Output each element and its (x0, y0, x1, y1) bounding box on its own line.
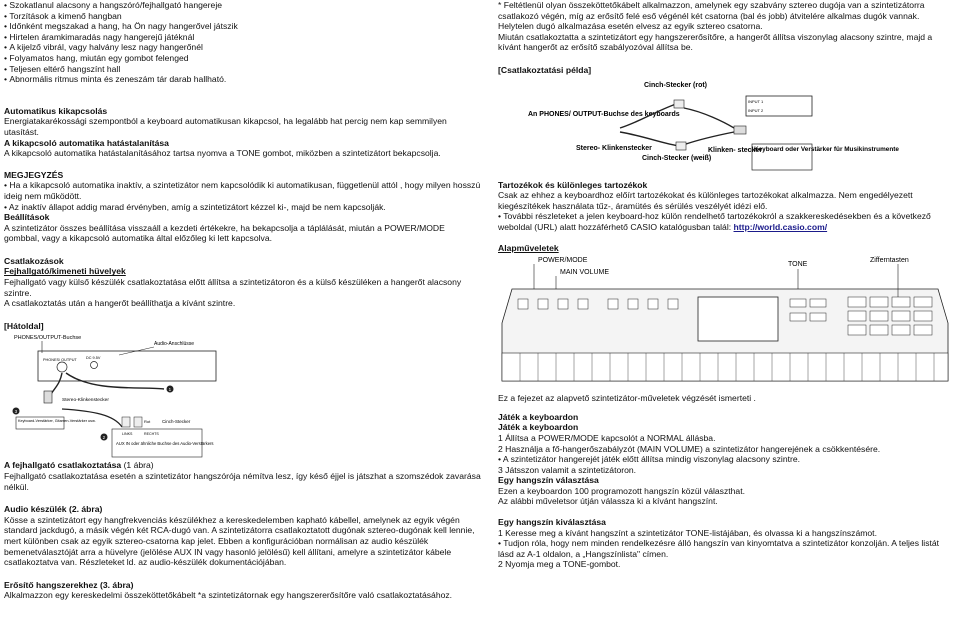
tone-button[interactable] (790, 299, 806, 307)
auto-off-disable-heading: A kikapcsoló automatika hatástalanítása (4, 137, 169, 148)
list-item: • Folyamatos hang, miután egy gombot felenged (4, 53, 482, 64)
power-mode-label: POWER/MODE (538, 257, 588, 265)
panel-button[interactable] (558, 299, 568, 309)
caption-3: Erősítő hangszerekhez (3. ábra) (4, 579, 134, 590)
stereo-plug-label: Stereo- Klinkenstecker (576, 144, 652, 152)
main-volume-label: MAIN VOLUME (560, 269, 610, 277)
tone-pick-heading: Egy hangszín kiválasztása (498, 517, 606, 528)
red-label: Rot (144, 419, 151, 425)
cinch-plug-icon (134, 417, 142, 427)
number-key[interactable] (848, 297, 866, 307)
caption-1-text: Fejhallgató csatlakoztatása esetén a szintetizátor hangszórója némítva lesz, így késő éjjel is játszhat a szomszédok zavarása nélkül. (4, 471, 481, 492)
play-bullet: • A szintetizátor hangerejét játék előtt állítsa mindig viszonylag alacsony szintre. (498, 454, 801, 465)
back-panel-diagram (4, 331, 304, 459)
number-key[interactable] (870, 325, 888, 335)
connections-heading: Csatlakozások (4, 255, 64, 266)
links-label: LINKS (122, 432, 133, 437)
jack-plug-icon (734, 126, 746, 134)
panel-button[interactable] (648, 299, 658, 309)
caption-3-text: Alkalmazzon egy kereskedelmi összeköttetőkábelt *a szintetizátornak egy hangszererősítőre való csatlakoztatásához. (4, 590, 453, 601)
end-note: Ez a fejezet az alapvető szintetizátor-műveletek végzését ismerteti . (498, 393, 756, 404)
list-item: • Torzítások a kimenő hangban (4, 11, 482, 22)
connection-example-diagram (524, 78, 899, 174)
panel-button[interactable] (608, 299, 618, 309)
list-item: • Időnként megszakad a hang, ha Ön nagy hangerővel játszik (4, 21, 482, 32)
volume-knob[interactable] (538, 299, 548, 309)
panel-button[interactable] (810, 299, 826, 307)
cinch-plug-icon (674, 100, 684, 108)
list-item: • Abnormális ritmus minta és zeneszám tár darab hallható. (4, 74, 482, 85)
right-column (498, 0, 954, 570)
note-bullet: • Az inaktív állapot addig marad érvényben, amíg a szintetizátort kézzel ki-, majd be nem kapcsolják. (4, 201, 386, 212)
caption-2-text: Kösse a szintetizátort egy hangfrekvenciás készülékhez a kereskedelemben kapható kábellel, amelynek az egyik végén standard jackdugó, a másik végén két RCA-dugó van. A szintetizátorra csatlakoztatott dugónak sztereo-dugónak kell lennie, mert különben csak az egyik sztereo-csatorna kap jelet. Ebben a konfigurációban normálisan az audio készülék bemenetválasztóját arra a hüvelyre (jelölése AUX IN vagy hasonló jelölésű) kell állítani, amelyre a szintetizátor kábele csatlakoztatva van. Részleteket ld. az audio-készülék dokumentációjában. (4, 514, 475, 568)
basics-heading: Alapműveletek (498, 242, 559, 253)
panel-button[interactable] (810, 313, 826, 321)
headphone-text: A csatlakoztatás után a hangerőt beállíthatja a kívánt szintre. (4, 298, 236, 309)
cinch-plug-icon (676, 142, 686, 150)
panel-button[interactable] (668, 299, 678, 309)
power-switch[interactable] (518, 299, 528, 309)
keyboard-back-outline (38, 351, 216, 381)
number-key[interactable] (914, 325, 932, 335)
svg-text:2: 2 (102, 435, 106, 441)
symptom-list (4, 0, 482, 85)
number-key[interactable] (870, 297, 888, 307)
number-key[interactable] (892, 297, 910, 307)
accessories-text: Csak az ehhez a keyboardhoz előírt tartozékokat és különleges tartozékokat alkalmazza. Nem engedélyezett kiegészítékek használata tűz-, áramütés és sérülés veszélyét idézi elő. (498, 190, 913, 211)
play-heading: Játék a keyboardon (498, 411, 579, 422)
note-heading: MEGJEGYZÉS (4, 169, 64, 180)
play-step: 3 Játsszon valamit a szintetizátoron. (498, 464, 637, 475)
jack-plug-label: Klinken- stecker (708, 146, 763, 154)
accessories-bullet: • További részleteket a jelen keyboard-hoz külön rendelhető tartozékokról a szakkereskedésekben és a következő weboldal (URL) alatt hozzáférhető CASIO katalógusban talál: http://world.casio.com/ (498, 211, 931, 232)
example-label: [Csatlakoztatási példa] (498, 64, 592, 75)
device-label: DC 9.5V (86, 356, 101, 361)
list-item: • A kijelző vibrál, vagy halvány lesz nagy hangerőnél (4, 42, 482, 53)
number-key[interactable] (914, 311, 932, 321)
caption-2: Audio készülék (2. ábra) (4, 504, 103, 515)
tone-select-text: Az alábbi műveletsor útján válassza ki a kívánt hangszínt. (498, 496, 718, 507)
play-step: 2 Használja a fő-hangerőszabályzót (MAIN VOLUME) a szintetizátor hangerejének a csökkentésére. (498, 443, 881, 454)
tone-pick-step: 1 Keresse meg a kívánt hangszínt a szintetizátor TONE-listájában, és olvassa ki a hangszínszámot. (498, 527, 877, 538)
amp-label: Keyboard oder Verstärker für Musikinstrumente (754, 145, 899, 153)
list-item: • Teljesen eltérő hangszínt hall (4, 64, 482, 75)
cinch-red-label: Cinch-Stecker (rot) (644, 81, 708, 89)
amp-label: Keyboard-Verstärker, Gitarren-Verstärker usw. (18, 419, 96, 424)
cinch-plug-icon (122, 417, 130, 427)
back-label: [Hátoldal] (4, 320, 44, 331)
aux-label: AUX IN oder ähnliche Buchse des Audio-Verstärkers (116, 441, 214, 447)
panel-button[interactable] (628, 299, 638, 309)
tone-select-heading: Egy hangszín választása (498, 475, 599, 486)
number-key[interactable] (848, 325, 866, 335)
tone-pick-step: • Tudjon róla, hogy nem minden rendelkezésre álló hangszín van kinyomtatva a szintetizátor konzolján. A teljes listát lásd az A-1 oldalon, a „Hangszínlista" címen. (498, 538, 940, 559)
input-1-label: INPUT 1 (748, 98, 764, 104)
cinch-label: Cinch-Stecker (162, 419, 191, 425)
caption-1: A fejhallgató csatlakoztatása (1 ábra) (4, 460, 154, 471)
list-item: • Szokatlanul alacsony a hangszóró/fejhallgató hangereje (4, 0, 482, 11)
list-item: • Hirtelen áramkimaradás nagy hangerejű játéknál (4, 32, 482, 43)
cable-line (686, 132, 734, 144)
piano-keys (502, 353, 948, 381)
settings-text: A szintetizátor összes beállítása visszaáll a kezdeti értékekre, ha bekapcsolja a táplálását, miután a POWER/MODE gombbal, vagy a kikapcsoló automatika által előzőleg ki lett kapcsolva. (4, 222, 445, 244)
number-keys-label: Zifferntasten (870, 257, 909, 265)
tone-label: TONE (788, 261, 808, 269)
play-step: 1 Állítsa a POWER/MODE kapcsolót a NORMAL állásba. (498, 432, 716, 443)
auto-off-text: Energiatakarékossági szempontból a keyboard automatikusan kikapcsol, ha legalább hat percig nem kap semmilyen utasítást. (4, 116, 447, 137)
headphone-heading: Fejhallgató/kimeneti hüvelyek (4, 266, 126, 277)
phones-label: An PHONES/ OUTPUT-Buchse des keyboards (528, 110, 680, 118)
phones-jack-icon (57, 362, 67, 372)
panel-button[interactable] (578, 299, 588, 309)
audio-label: Audio-Anschlüsse (154, 341, 195, 348)
settings-heading: Beállítások (4, 212, 50, 223)
stereo-plug-label: Stereo-Klinkenstecker (62, 398, 109, 404)
auto-off-heading: Automatikus kikapcsolás (4, 105, 108, 116)
note-bullet: • Ha a kikapcsoló automatika inaktív, a szintetizátor nem kapcsolódik ki automatikusan, függetlenül attól , hogy milyen hosszú ideig nem működött. (4, 180, 481, 201)
number-key[interactable] (892, 325, 910, 335)
number-key[interactable] (848, 311, 866, 321)
top-note-2: Miután csatlakoztatta a szintetizátort egy hangszererősítőre, a hangerőt állítsa viszonylag alacsony szintre, majd a kívánt hangerőt az erősítő szabályozóval állítsa be. (498, 31, 933, 53)
number-key[interactable] (892, 311, 910, 321)
keyboard-panel-diagram (498, 253, 952, 381)
accessories-heading: Tartozékok és különleges tartozékok (498, 179, 648, 190)
socket-label: PHONES/ OUTPUT (43, 358, 77, 363)
rechts-label: RECHTS (144, 432, 159, 437)
tone-select-text: Ezen a keyboardon 100 programozott hangszín közül választhat. (498, 485, 745, 496)
jack-label: PHONES/OUTPUT-Buchse (14, 335, 82, 342)
svg-text:1: 1 (168, 387, 172, 393)
number-key[interactable] (914, 297, 932, 307)
dc-jack-icon (91, 362, 98, 369)
tone-pick-step: 2 Nyomja meg a TONE-gombot. (498, 559, 621, 570)
top-note: * Feltétlenül olyan összeköttetőkábelt alkalmazzon, amelynek egy szabvány sztereo dugója van a szintetizátorra csatlakozó végén, míg az erősítő felé eső végénél két csatorna (bal és jobb) átvitelére alkalmas dugók vannak. Helytelen dugó alkalmazása esetén elvesz az egyik sztereo csatorna. (498, 0, 925, 32)
catalog-link[interactable]: http://world.casio.com/ (733, 221, 828, 232)
cable-line (62, 409, 122, 427)
svg-text:3: 3 (14, 409, 18, 415)
left-column (4, 0, 482, 601)
headphone-text: Fejhallgató vagy külső készülék csatlakoztatása előtt állítsa a szintetizátoron és a külső készüléken a hangerőt alacsony szintre. (4, 277, 462, 298)
cable-line (620, 132, 680, 146)
lcd-display (698, 297, 778, 341)
stereo-plug-icon (44, 391, 52, 403)
cinch-white-label: Cinch-Stecker (weiß) (642, 154, 712, 162)
play-heading-2: Játék a keyboardon (498, 422, 579, 433)
number-key[interactable] (870, 311, 888, 321)
auto-off-disable-text: A kikapcsoló automatika hatástalanításához tartsa nyomva a TONE gombot, miközben a szintetizátort bekapcsolja. (4, 148, 441, 159)
cable-line (684, 108, 734, 128)
input-2-label: INPUT 2 (748, 107, 764, 113)
panel-button[interactable] (790, 313, 806, 321)
